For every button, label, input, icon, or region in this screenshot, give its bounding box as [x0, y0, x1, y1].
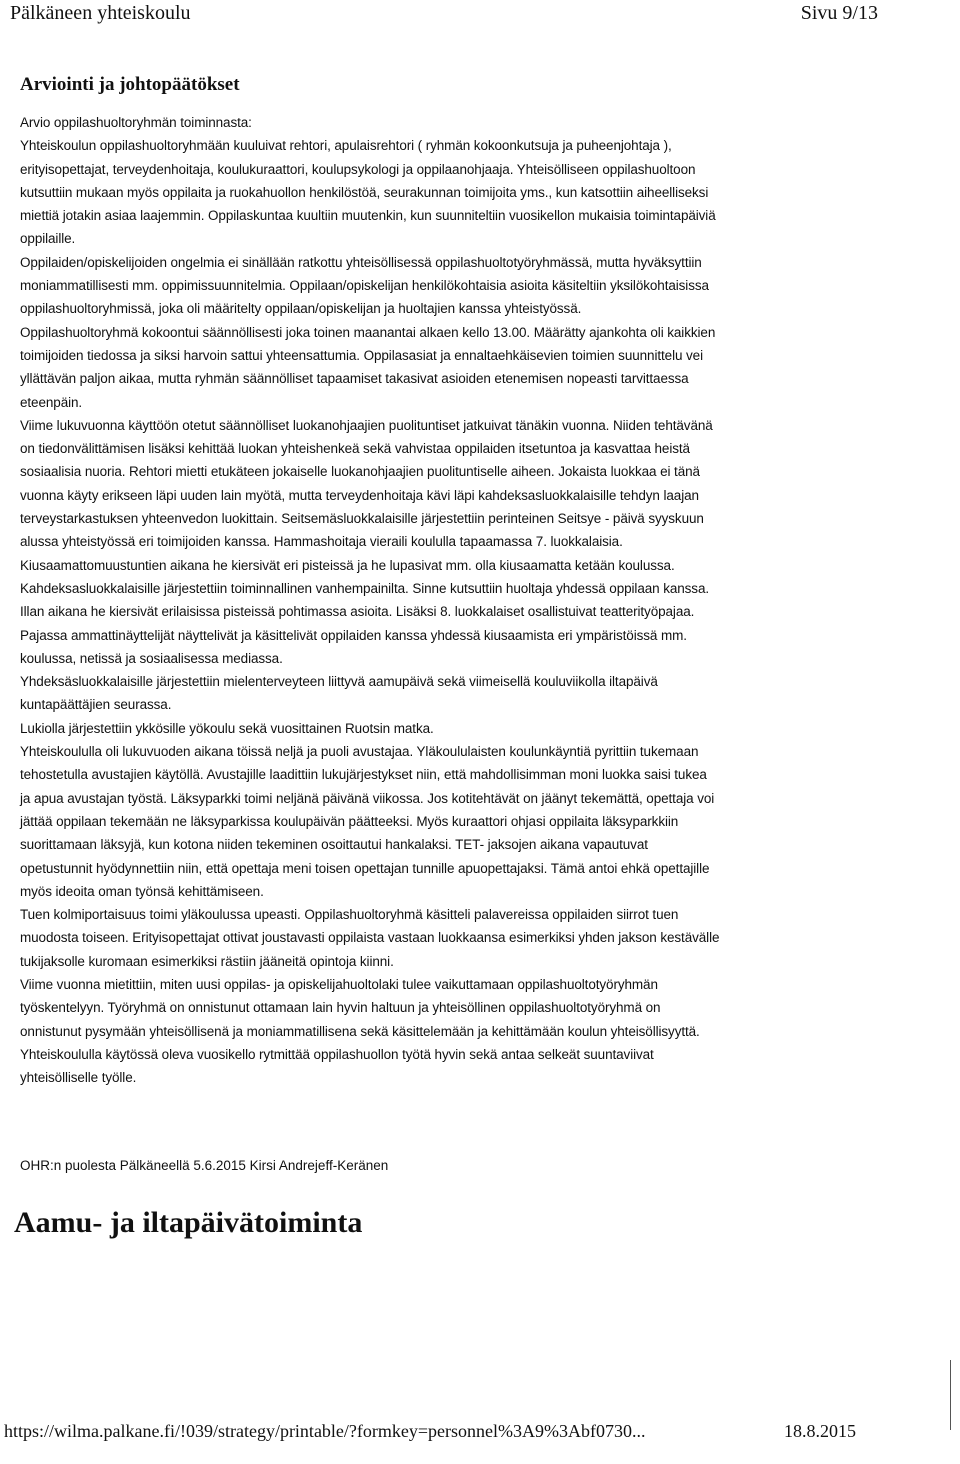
scan-edge-mark: [950, 1360, 951, 1430]
text-line: Lukiolla järjestettiin ykkösille yökoulu sekä vuosittainen Ruotsin matka.: [20, 720, 434, 736]
text-line: ja apua avustajan työstä. Läksyparkki toimi neljänä päivänä viikossa. Jos kotitehtävät on jäänyt tekemättä, opettaja voi: [20, 790, 715, 806]
footer-url: https://wilma.palkane.fi/!039/strategy/printable/?formkey=personnel%3A9%3Abf0730...: [4, 1421, 646, 1441]
section-title: Arviointi ja johtopäätökset: [20, 74, 240, 95]
text-line: Oppilashuoltoryhmä kokoontui säännöllisesti joka toinen maanantai alkaen kello 13.00. Määrätty ajankohta oli kaikkien: [20, 324, 716, 340]
text-line: Oppilaiden/opiskelijoiden ongelmia ei sinällään ratkottu yhteisöllisessä oppilashuoltotyöryhmässä, mutta hyväksyttiin: [20, 254, 702, 270]
text-line: koulussa, netissä ja sosiaalisessa mediassa.: [20, 650, 283, 666]
text-line: yllättävän paljon aikaa, mutta ryhmän säännölliset tapaamiset takasivat asioiden etenemisen nopeasti tarvittaessa: [20, 371, 689, 387]
text-line: Viime vuonna mietittiin, miten uusi oppilas- ja opiskelijahuoltolaki tulee vaikuttamaan oppilashuoltotyöryhmän: [20, 976, 658, 992]
text-line: kutsuttiin mukaan myös oppilaita ja ruokahuollon henkilöstöä, seurakunnan toimijoita yms., kun katsottiin aiheelliseksi: [20, 184, 709, 200]
text-line: on tiedonvälittämisen lisäksi kehittää luokan yhteishenkeä sekä vahvistaa oppilaiden itsetuntoa ja kasvattaa heistä: [20, 441, 690, 457]
text-line: Yhteiskoululla käytössä oleva vuosikello rytmittää oppilashuollon työtä hyvin sekä antaa selkeät suuntaviivat: [20, 1046, 654, 1062]
signature-line: OHR:n puolesta Pälkäneellä 5.6.2015 Kirsi Andrejeff-Keränen: [20, 1158, 389, 1173]
text-line: myös ideoita oman työnsä kehittämiseen.: [20, 883, 264, 899]
text-line: miettiä jotakin asiaa laajemmin. Oppilaskuntaa kuultiin muutenkin, kun suunniteltiin vuosikellon mukaisia toimintapäiviä: [20, 208, 716, 224]
text-line: yhteisölliselle työlle.: [20, 1070, 137, 1086]
text-line: alussa yhteistyössä eri toimijoiden kanssa. Hammashoitaja vieraili koululla tapaamassa 7. luokkalaisia.: [20, 534, 623, 550]
text-line: Kiusaamattomuustuntien aikana he kiersivät eri pisteissä ja he lupasivat mm. olla kiusaamatta ketään koulussa.: [20, 557, 675, 573]
text-line: Pajassa ammattinäyttelijät näyttelivät ja käsittelivät oppilaiden kanssa yhdessä kiusaamista eri ympäristöissä mm.: [20, 627, 687, 643]
page-number: Sivu 9/13: [800, 2, 878, 24]
text-line: Tuen kolmiportaisuus toimi yläkoulussa upeasti. Oppilashuoltoryhmä käsitteli palavereissa oppilaiden siirrot tuen: [20, 907, 679, 923]
text-line: sosiaalisia nuoria. Rehtori mietti etukäteen jokaiselle luokanohjaajien puolituntiselle aiheen. Jokaista luokkaa ei tänä: [20, 464, 700, 480]
text-line: moniammatillisesti mm. oppimissuunnitelmia. Oppilaan/opiskelijan henkilökohtaisia asioita käsiteltiin yksilökohtaisissa: [20, 278, 709, 294]
text-line: työskentelyyn. Työryhmä on onnistunut ottamaan lain hyvin haltuun ja yhteisöllinen oppilashuoltotyöryhmä on: [20, 1000, 661, 1016]
text-line: suorittamaan läksyjä, kun kotona niiden tekeminen osoittautui hankalaksi. TET- jaksojen aikana vapautuvat: [20, 837, 648, 853]
text-line: Illan aikana he kiersivät erilaisissa pisteissä pohtimassa asioita. Lisäksi 8. luokkalaiset osallistuivat teatterityöpajaa.: [20, 604, 695, 620]
page-footer: [4, 1421, 884, 1442]
text-line: onnistunut pysymään yhteisöllisenä ja moniammatillisena sekä käsittelemään ja kehittämään koulun yhteisöllisyyttä.: [20, 1023, 700, 1039]
text-line: Yhdeksäsluokkalaisille järjestettiin mielenterveyteen liittyvä aamupäivä sekä viimeisellä kouluviikolla iltapäivä: [20, 674, 658, 690]
text-line: kuntapäättäjien seurassa.: [20, 697, 172, 713]
text-line: terveystarkastuksen yhteenvedon luokittain. Seitsemäsluokkalaisille järjestettiin perinteinen Seitsye - päivä syyskuun: [20, 511, 704, 527]
text-line: Yhteiskoulun oppilashuoltoryhmään kuuluivat rehtori, apulaisrehtori ( ryhmän kokoonkutsuja ja puheenjohtaja ),: [20, 138, 672, 154]
text-line: Viime lukuvuonna käyttöön otetut säännölliset luokanohjaajien puolituntiset jatkuivat tänäkin vuonna. Niiden tehtävänä: [20, 417, 713, 433]
text-line: Arvio oppilashuoltoryhmän toiminnasta:: [20, 115, 252, 130]
text-line: muodosta toiseen. Erityisopettajat ottivat joustavasti oppilaista vastaan luokkaansa esimerkiksi yhden jakson kestävälle: [20, 930, 720, 946]
next-section-title: Aamu- ja iltapäivätoiminta: [14, 1206, 363, 1239]
text-line: erityisopettajat, terveydenhoitaja, koulukuraattori, koulupsykologi ja oppilaanohjaaja. Yhteisölliseen oppilashuoltoon: [20, 161, 696, 177]
text-line: oppilaille.: [20, 231, 76, 247]
text-line: Kahdeksasluokkalaisille järjestettiin toiminnallinen vanhempainilta. Sinne kutsuttiin huoltaja yhdessä oppilaan kanssa.: [20, 580, 710, 596]
text-line: jättää oppilaan tekemään ne läksyparkissa koulupäivän päätteeksi. Myös kuraattori ohjasi oppilaita läksyparkkiin: [20, 813, 679, 829]
text-line: tehostetulla avustajien käytöllä. Avustajille laadittiin lukujärjestykset niin, että mahdollisimman moni luokka saisi tukea: [20, 767, 707, 783]
text-line: opetustunnit hyödynnettiin niin, että opettaja meni toisen opettajan tunnille apuopettajaksi. Tämä antoi ehkä opettajille: [20, 860, 710, 876]
text-line: oppilashuoltoryhmissä, joka oli määritelty oppilaan/opiskelijan ja huoltajien kanssa yhteistyössä.: [20, 301, 582, 317]
footer-date: 18.8.2015: [784, 1421, 856, 1441]
text-line: eteenpäin.: [20, 394, 83, 410]
page-header: [10, 2, 878, 25]
text-line: toimijoiden tiedossa ja siksi harvoin sattui yhteensattumia. Oppilasasiat ja ennaltaehkäisevien toimien suunnittelu vei: [20, 347, 703, 363]
school-name: Pälkäneen yhteiskoulu: [10, 2, 191, 24]
body-text: [20, 111, 870, 1089]
text-line: Yhteiskoululla oli lukuvuoden aikana töissä neljä ja puoli avustajaa. Yläkoululaisten koulunkäyntiä pyrittiin tukemaan: [20, 744, 699, 760]
text-line: tukijaksolle kuromaan esimerkiksi rästiin jääneitä opintoja kiinni.: [20, 953, 394, 969]
text-line: vuonna käyty erikseen läpi uuden lain myötä, mutta terveydenhoitaja kävi läpi kahdeksasluokkalaisille tehdyn laajan: [20, 487, 699, 503]
